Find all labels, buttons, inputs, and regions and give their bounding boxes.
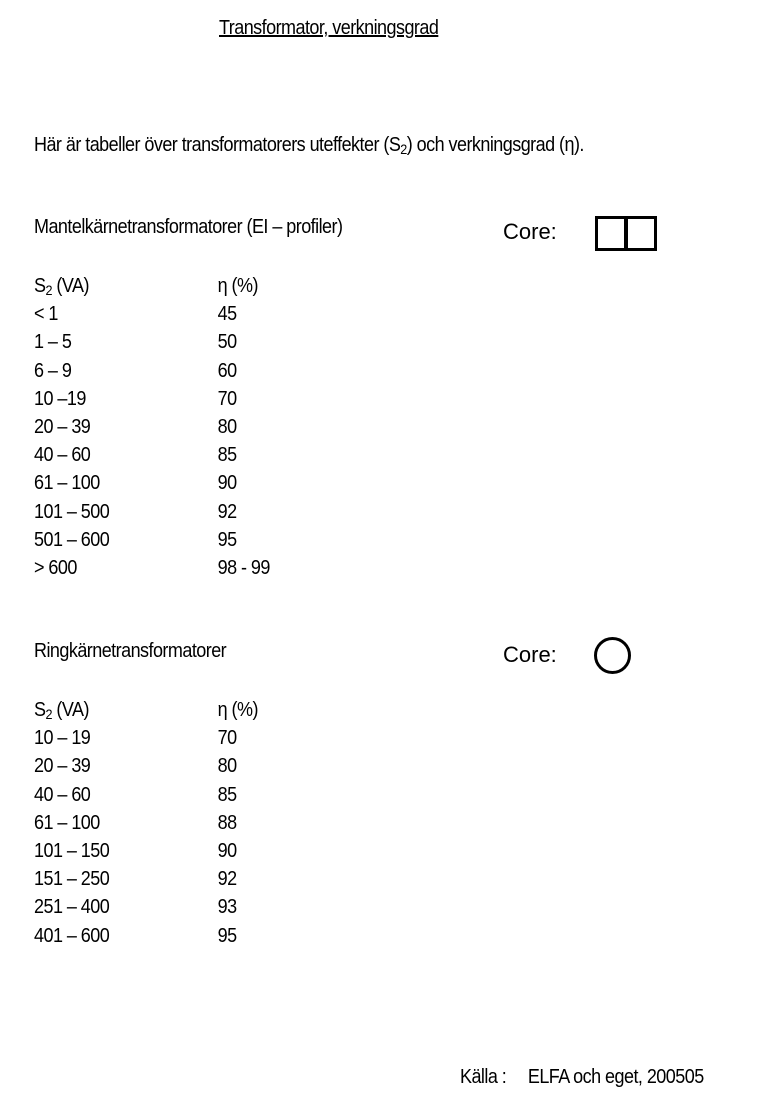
ring-cell-power: 151 – 250 — [34, 868, 110, 891]
ring-cell-efficiency: 85 — [217, 783, 237, 806]
intro-before: Här är tabeller över transformatorers uteffekter (S — [34, 134, 401, 156]
ring-core-icon — [594, 637, 631, 674]
ei-cell-power: 1 – 5 — [34, 331, 72, 354]
ei-cell-efficiency: 60 — [217, 359, 237, 382]
intro-after: ) och verkningsgrad (η). — [406, 134, 584, 156]
core-label-ei: Core: — [503, 219, 557, 244]
intro-text — [34, 134, 584, 157]
ei-cell-efficiency: 92 — [217, 500, 237, 523]
ring-col-eta-header: η (%) — [217, 699, 258, 721]
ring-cell-power: 251 – 400 — [34, 896, 110, 919]
intro-subscript: 2 — [400, 141, 407, 157]
ring-cell-efficiency: 88 — [217, 811, 237, 834]
ei-core-divider — [624, 219, 628, 248]
ei-cell-efficiency: 80 — [217, 415, 237, 438]
ei-cell-power: 501 – 600 — [34, 528, 110, 551]
ei-cell-power: 101 – 500 — [34, 500, 110, 523]
page-title: Transformator, verkningsgrad — [219, 17, 439, 39]
ring-col-s-header: $S_2$ (VA) — [34, 699, 89, 722]
ei-cell-efficiency: 98 - 99 — [217, 556, 270, 579]
ring-cell-power: 401 – 600 — [34, 924, 110, 947]
ring-cell-power: 10 – 19 — [34, 727, 91, 750]
ei-cell-power: 61 – 100 — [34, 472, 100, 495]
source-label: Källa : — [460, 1066, 507, 1088]
ei-col-eta-header: η (%) — [217, 275, 258, 297]
ei-core-icon — [595, 216, 657, 251]
ei-cell-power: 6 – 9 — [34, 359, 72, 382]
ei-cell-efficiency: 85 — [217, 444, 237, 467]
ei-col-s-header: $S_2$ (VA) — [34, 275, 89, 298]
core-label-ring: Core: — [503, 642, 557, 667]
ring-cell-power: 101 – 150 — [34, 839, 110, 862]
ei-cell-efficiency: 50 — [217, 331, 237, 354]
source-value: ELFA och eget, 200505 — [527, 1066, 704, 1088]
ring-cell-power: 40 – 60 — [34, 783, 91, 806]
ei-cell-efficiency: 70 — [217, 387, 237, 410]
ei-cell-power: < 1 — [34, 303, 58, 326]
ring-cell-efficiency: 95 — [217, 924, 237, 947]
ring-cell-efficiency: 70 — [217, 727, 237, 750]
ei-cell-power: 20 – 39 — [34, 415, 91, 438]
ring-cell-power: 61 – 100 — [34, 811, 100, 834]
section-heading-ring: Ringkärnetransformatorer — [34, 640, 227, 662]
ei-cell-efficiency: 45 — [217, 303, 237, 326]
ei-cell-power: > 600 — [34, 556, 77, 579]
ei-cell-efficiency: 90 — [217, 472, 237, 495]
source-line — [460, 1066, 704, 1089]
ring-cell-efficiency: 80 — [217, 755, 237, 778]
section-heading-ei: Mantelkärnetransformatorer (EI – profiler) — [34, 216, 343, 238]
ring-cell-power: 20 – 39 — [34, 755, 91, 778]
ring-cell-efficiency: 92 — [217, 868, 237, 891]
ring-cell-efficiency: 90 — [217, 839, 237, 862]
ei-cell-efficiency: 95 — [217, 528, 237, 551]
ring-cell-efficiency: 93 — [217, 896, 237, 919]
ei-cell-power: 40 – 60 — [34, 444, 91, 467]
ei-cell-power: 10 –19 — [34, 387, 86, 410]
